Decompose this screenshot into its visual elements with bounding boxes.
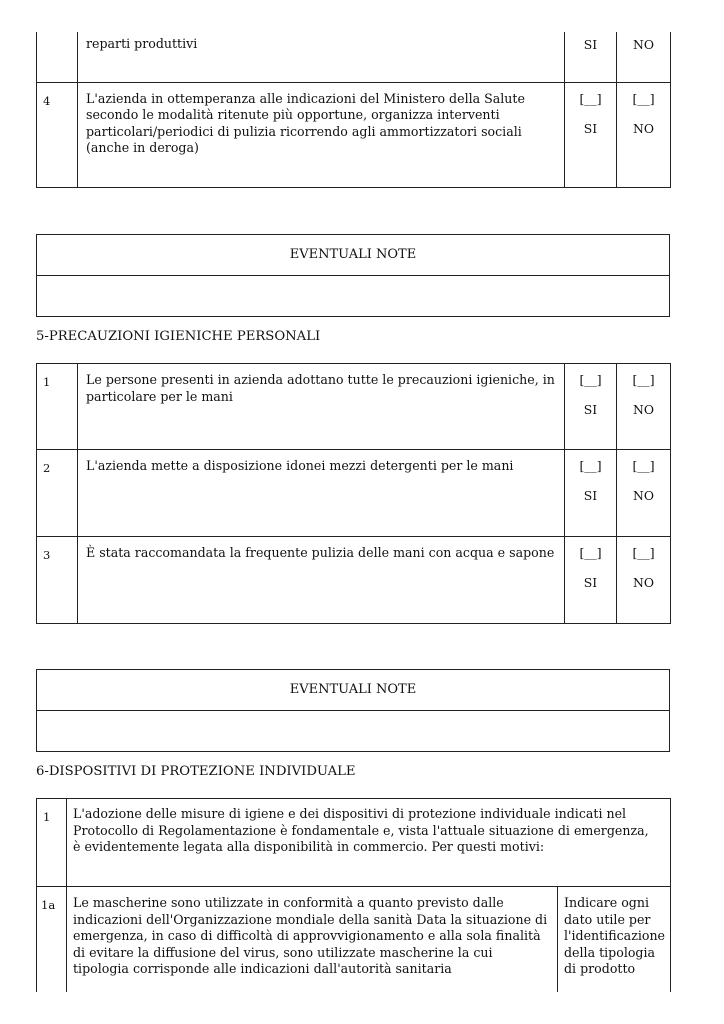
no-checkbox[interactable]: [__] xyxy=(632,458,655,473)
yes-label: SI xyxy=(583,402,598,417)
row-number: 1 xyxy=(37,364,78,450)
table-row xyxy=(37,537,671,624)
yes-checkbox[interactable]: [__] xyxy=(579,372,602,387)
no-label: NO xyxy=(633,120,654,136)
notes-title: EVENTUALI NOTE xyxy=(37,235,670,276)
no-cell[interactable] xyxy=(617,82,671,187)
notes-title: EVENTUALI NOTE xyxy=(37,670,670,711)
row-number xyxy=(37,32,78,82)
no-label: NO xyxy=(633,575,654,590)
yes-label: SI xyxy=(583,488,598,503)
row-number: 2 xyxy=(37,450,78,537)
row-text-label: reparti produttivi xyxy=(86,36,198,51)
row-text-label: È stata raccomandata la frequente pulizia delle mani con acqua e sapone xyxy=(86,545,555,560)
table-row xyxy=(37,364,671,450)
no-label: NO xyxy=(633,402,654,417)
row-number: 3 xyxy=(37,537,78,624)
row-number: 4 xyxy=(37,82,78,187)
row-text-label: L'azienda mette a disposizione idonei mezzi detergenti per le mani xyxy=(86,458,514,473)
section-title: 6-DISPOSITIVI DI PROTEZIONE INDIVIDUALE xyxy=(36,764,356,779)
table-section-5 xyxy=(36,363,671,624)
no-cell[interactable] xyxy=(617,450,671,537)
yes-label: SI xyxy=(583,575,598,590)
yes-checkbox[interactable]: [__] xyxy=(579,458,602,473)
table-row xyxy=(37,32,671,82)
table-row xyxy=(37,450,671,537)
row-text xyxy=(78,82,565,187)
row-text-label: L'adozione delle misure di igiene e dei dispositivi di protezione individuale indicati nel Protocollo di Regolamentazione è fondamentale e, vista l'attuale situazione di emergenza, è evidentemente legata alla disponibilità in commercio. Per questi motivi: xyxy=(73,806,649,854)
yes-cell[interactable] xyxy=(565,82,617,187)
row-number: 1 xyxy=(37,799,67,887)
no-checkbox[interactable]: [__] xyxy=(632,545,655,560)
row-text xyxy=(78,450,565,537)
yes-cell[interactable] xyxy=(565,450,617,537)
notes-field[interactable] xyxy=(37,276,670,317)
side-note-label: Indicare ogni dato utile per l'identificazione della tipologia di prodotto xyxy=(564,895,666,976)
yes-label: SI xyxy=(583,120,598,136)
row-text xyxy=(67,799,671,887)
table-row xyxy=(37,887,671,992)
yes-cell[interactable] xyxy=(565,364,617,450)
section-title: 5-PRECAUZIONI IGIENICHE PERSONALI xyxy=(36,329,321,344)
row-text-label: Le mascherine sono utilizzate in conformità a quanto previsto dalle indicazioni dell'Organizzazione mondiale della sanità Data la situazione di emergenza, in caso di difficoltà di approvvigionamento e alla sola finalità di evitare la diffusione del virus, sono utilizzate mascherine la cui tipologia corrisponde alle indicazioni dall'autorità sanitaria xyxy=(73,895,548,976)
no-label: NO xyxy=(633,488,654,503)
no-checkbox[interactable]: [__] xyxy=(632,90,655,106)
notes-field[interactable] xyxy=(37,711,670,752)
no-cell[interactable] xyxy=(617,32,671,82)
yes-label: SI xyxy=(583,37,598,52)
notes-box xyxy=(36,669,670,752)
row-text xyxy=(78,32,565,82)
no-cell[interactable] xyxy=(617,537,671,624)
no-checkbox[interactable]: [__] xyxy=(632,372,655,387)
table-top xyxy=(36,32,671,188)
yes-checkbox[interactable]: [__] xyxy=(579,545,602,560)
yes-cell[interactable] xyxy=(565,537,617,624)
notes-box xyxy=(36,234,670,317)
no-label: NO xyxy=(633,37,654,52)
side-note xyxy=(558,887,671,992)
yes-cell[interactable] xyxy=(565,32,617,82)
table-row xyxy=(37,82,671,187)
row-text xyxy=(67,887,558,992)
table-section-6 xyxy=(36,798,671,992)
table-row xyxy=(37,799,671,887)
no-cell[interactable] xyxy=(617,364,671,450)
row-text-label: L'azienda in ottemperanza alle indicazioni del Ministero della Salute secondo le modalità ritenute più opportune, organizza interventi particolari/periodici di pulizia ricorrendo agli ammortizzatori sociali (anche in deroga) xyxy=(86,90,525,155)
row-text xyxy=(78,364,565,450)
row-number: 1a xyxy=(37,887,67,992)
row-text xyxy=(78,537,565,624)
yes-checkbox[interactable]: [__] xyxy=(579,90,602,106)
row-text-label: Le persone presenti in azienda adottano tutte le precauzioni igieniche, in particolare per le mani xyxy=(86,372,555,404)
